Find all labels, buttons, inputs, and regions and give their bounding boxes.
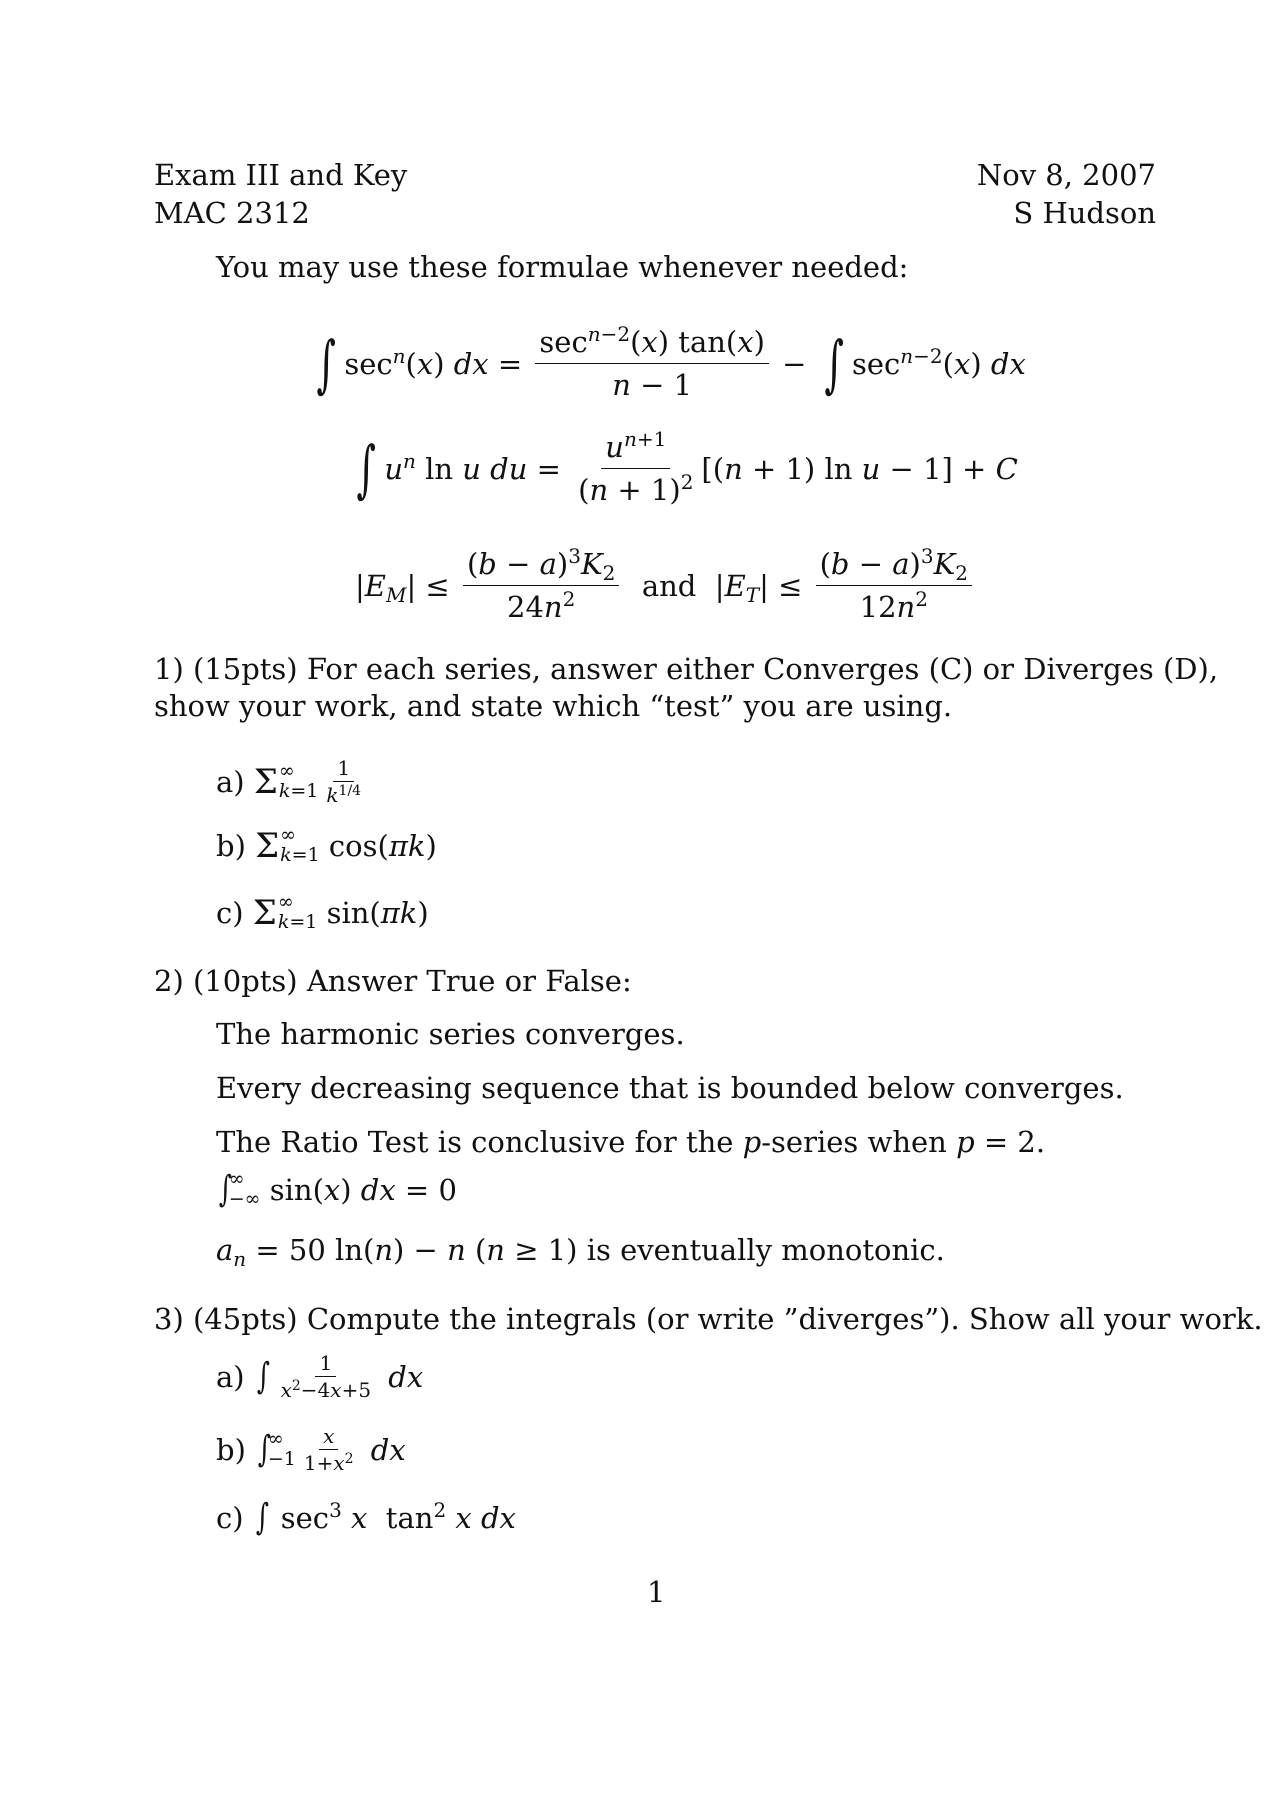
q3-prompt: 3) (45pts) Compute the integrals (or write ”diverges”). Show all your work. xyxy=(154,1302,1263,1336)
q3-integral-a: a) ∫ $\frac{1}{x^2-4x+5}$ dx xyxy=(216,1351,424,1402)
course-code: MAC 2312 xyxy=(154,196,310,230)
q2-prompt: 2) (10pts) Answer True or False: xyxy=(154,964,632,998)
q3-integral-b: b) ∫ ∞ −1 $\frac{x}{1+x^2}$ dx xyxy=(216,1424,406,1475)
q3-c-label: c) xyxy=(216,1501,244,1535)
q2-statement-5: $a_n = 50$ ln(n) − n (n ≥ 1) is eventually monotonic. xyxy=(216,1233,945,1271)
q2-statement-1: The harmonic series converges. xyxy=(216,1017,685,1051)
q1-series-b: b) Σ ∞ k=1 cos(πk) xyxy=(216,824,437,866)
exam-title: Exam III and Key xyxy=(154,158,408,192)
and-word: and xyxy=(641,568,697,603)
exam-date: Nov 8, 2007 xyxy=(976,158,1156,192)
formula-sec-reduction: ∫ $\sec^n(x)$ dx = $\frac{\sec^{n-2}(x) \tan(x)}{n - 1}$ − ∫ $\sec^{n-2}(x)$ dx xyxy=(316,322,1026,402)
q1-b-label: b) xyxy=(216,828,246,863)
q1-series-c: c) Σ ∞ k=1 sin(πk) xyxy=(216,891,429,933)
page-number: 1 xyxy=(647,1575,666,1609)
formula-error-bounds: $|E_M|$ ≤ $\frac{(b - a)^3K_2}{24n^2}$ and $|E_T|$ ≤ $\frac{(b - a)^3K_2}{12n^2}$ xyxy=(355,547,976,624)
intro-text: You may use these formulae whenever needed: xyxy=(216,250,909,284)
q1-c-label: c) xyxy=(216,895,244,930)
q2-statement-2: Every decreasing sequence that is bounded below converges. xyxy=(216,1071,1124,1105)
q3-b-label: b) xyxy=(216,1432,246,1467)
q3-a-label: a) xyxy=(216,1359,245,1394)
q2-statement-4: ∫ ∞ −∞ sin(x) dx = 0 xyxy=(218,1168,457,1210)
q1-prompt-line1: 1) (15pts) For each series, answer either Converges (C) or Diverges (D), xyxy=(154,652,1219,686)
q1-series-a: a) Σ ∞ k=1 $\frac{1}{k^{1/4}}$ xyxy=(216,756,362,807)
q3-integral-c: c) ∫ $\sec^3 x$ $\tan^2 x$ dx xyxy=(216,1497,516,1538)
q1-prompt-line2: show your work, and state which “test” you are using. xyxy=(154,689,953,723)
q1-a-label: a) xyxy=(216,764,245,799)
q2-statement-3: The Ratio Test is conclusive for the p-series when p = 2. xyxy=(216,1125,1046,1159)
formula-un-ln-u: ∫ $u^n$ ln u du = $\frac{u^{n+1}}{(n + 1)^2}$ [(n + 1) ln u − 1] + C xyxy=(356,427,1018,507)
author-name: S Hudson xyxy=(1013,196,1156,230)
